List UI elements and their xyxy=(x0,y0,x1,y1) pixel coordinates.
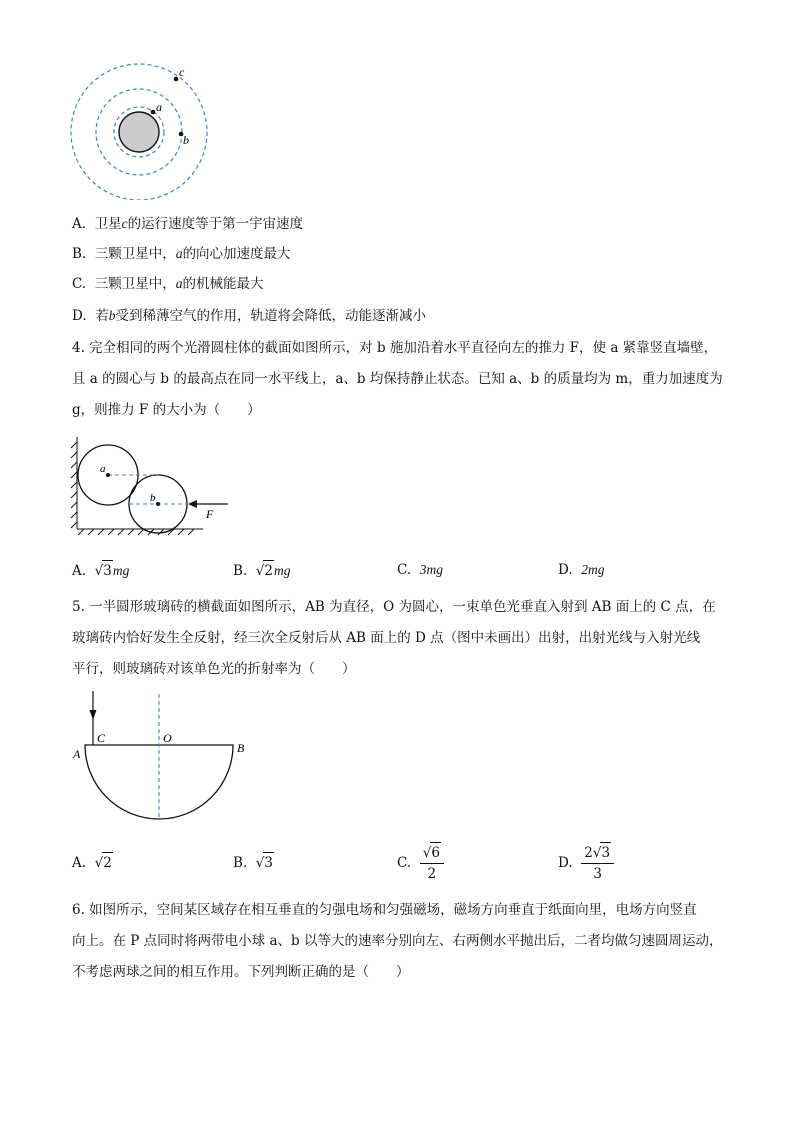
label-A: A xyxy=(73,747,81,761)
q5-option-a: A. √2 xyxy=(72,852,113,873)
label-c: c xyxy=(179,65,185,79)
semicircle-figure xyxy=(66,686,256,832)
q4-option-d: D. 2mg xyxy=(558,562,605,578)
label-C: C xyxy=(97,731,106,745)
q4-option-b: B. √2mg xyxy=(233,560,291,581)
label-a: a xyxy=(156,100,162,114)
force-arrow-head xyxy=(188,500,197,508)
q4-stem-line-2: 且 a 的圆心与 b 的最高点在同一水平线上，a、b 均保持静止状态。已知 a、b 的质量均为 m，重力加速度为 xyxy=(72,371,723,387)
q5-option-b: B. √3 xyxy=(233,852,274,873)
q6-stem-line-2: 向上。在 P 点同时将两带电小球 a、b 以等大的速率分别向左、右两侧水平抛出后，二者均做匀速圆周运动， xyxy=(72,933,723,949)
q5-stem-line-2: 玻璃砖内恰好发生全反射，经三次全反射后从 AB 面上的 D 点（图中未画出）出射，出射光线与入射光线 xyxy=(72,630,701,646)
q6-stem-line-1: 6. 如图所示，空间某区域存在相互垂直的匀强电场和匀强磁场，磁场方向垂直于纸面向里，电场方向竖直 xyxy=(72,902,697,918)
q3-option-b: B. 三颗卫星中，a的向心加速度最大 xyxy=(72,246,291,262)
q3-option-a: A. 卫星c的运行速度等于第一宇宙速度 xyxy=(72,216,304,232)
label-B: B xyxy=(237,741,245,755)
satellite-c-dot xyxy=(174,77,179,82)
q4-stem-line-3: g，则推力 F 的大小为（ ） xyxy=(72,402,261,418)
cylinders-figure xyxy=(66,432,236,544)
label-a: a xyxy=(100,463,106,475)
fraction-d: $\frac{2√3}{3}$ xyxy=(581,842,614,884)
q3-option-d: D. 若b受到稀薄空气的作用，轨道将会降低，动能逐渐减小 xyxy=(72,308,426,324)
satellite-a-dot xyxy=(151,110,156,115)
orbit-figure xyxy=(68,60,218,200)
label-O: O xyxy=(163,731,172,745)
q5-option-c: C. $\frac{√6}{2}$ xyxy=(397,842,444,884)
q3-option-c: C. 三颗卫星中，a的机械能最大 xyxy=(72,276,264,292)
wall-hatch xyxy=(71,437,203,535)
label-F: F xyxy=(206,507,214,521)
incident-arrow-head xyxy=(90,710,97,720)
q6-stem-line-3: 不考虑两球之间的相互作用。下列判断正确的是（ ） xyxy=(72,964,410,980)
q5-stem-line-3: 平行，则玻璃砖对该单色光的折射率为（ ） xyxy=(72,661,356,677)
label-b: b xyxy=(183,133,189,147)
center-a xyxy=(106,473,110,477)
center-b xyxy=(156,502,160,506)
fraction-c: $\frac{√6}{2}$ xyxy=(420,842,444,884)
q4-option-c: C. 3mg xyxy=(397,562,443,578)
q5-stem-line-1: 5. 一半圆形玻璃砖的横截面如图所示，AB 为直径，O 为圆心，一束单色光垂直入射到 AB 面上的 C 点，在 xyxy=(72,599,716,615)
label-b: b xyxy=(150,492,156,504)
earth xyxy=(119,112,159,152)
q4-stem-line-1: 4. 完全相同的两个光滑圆柱体的截面如图所示，对 b 施加沿着水平直径向左的推力 F，使 a 紧靠竖直墙壁， xyxy=(72,340,718,356)
q4-option-a: A. √3mg xyxy=(72,560,129,581)
q5-option-d: D. $\frac{2√3}{3}$ xyxy=(558,842,614,884)
